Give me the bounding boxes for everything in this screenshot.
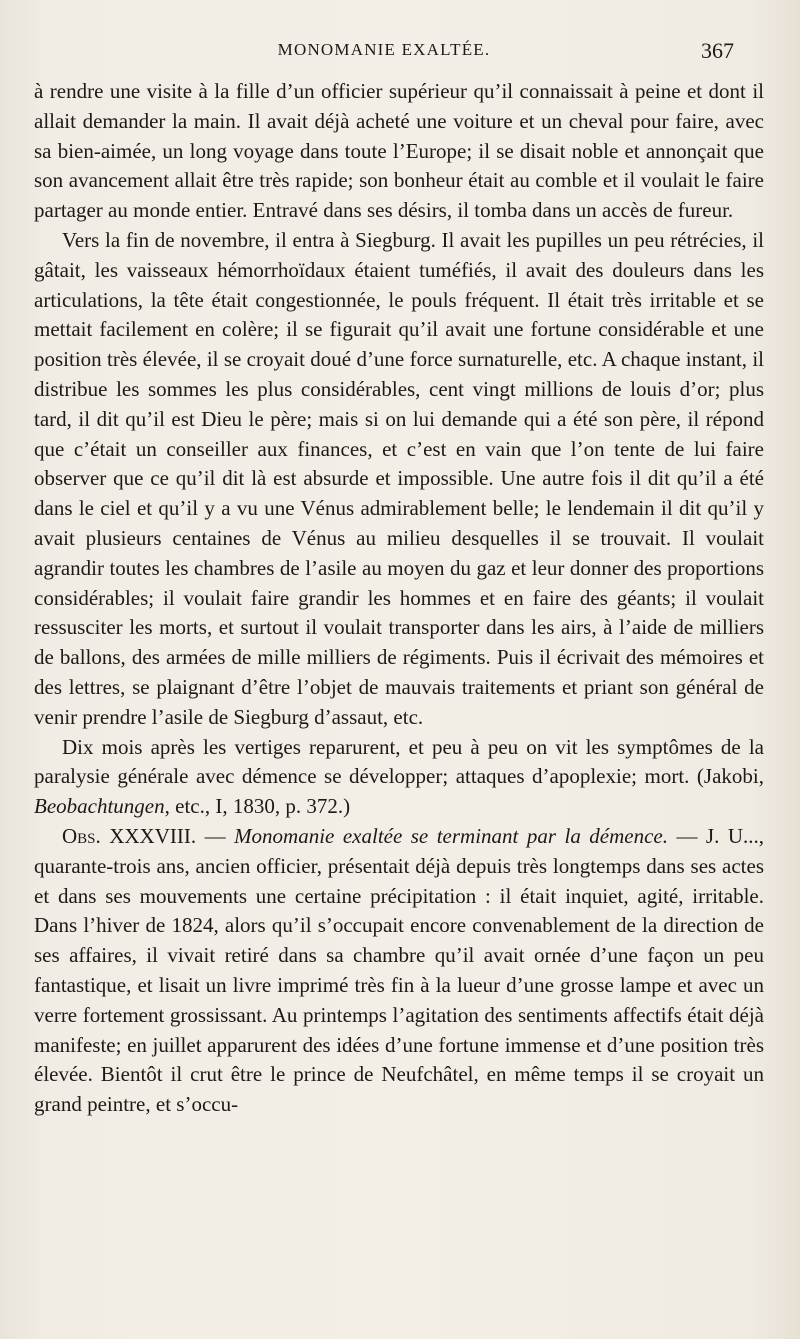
observation-title: Monomanie exaltée se terminant par la démence.: [234, 823, 668, 848]
body-text: [34, 77, 764, 1120]
paragraph-observation: [34, 822, 764, 1120]
paragraph-text: à rendre une visite à la fille d’un officier supérieur qu’il connaissait à peine et dont il allait demander la main. Il avait déjà acheté une voiture et un cheval pour faire, avec sa bien-aimée, un long voyage dans toute l’Europe; il se disait noble et annonçait que son avancement allait être très rapide; son bonheur était au comble et il voulait le faire partager au monde entier. Entravé dans ses désirs, il tomba dans un accès de fureur.: [34, 79, 764, 223]
observation-label: Obs. XXXVIII. —: [62, 823, 226, 848]
paragraph-outcome: [34, 733, 764, 822]
running-title: MONOMANIE EXALTÉE.: [277, 40, 491, 59]
paragraph-text: — J. U..., quarante-trois ans, ancien officier, présentait déjà depuis très longtemps dans ses actes et dans ses mouvements une certaine précipitation : il était inquiet, agité, irritable. Dans l’hiver de 1824, alors qu’il s’occupait encore convenablement de la direction de ses affaires, il vivait retiré dans sa chambre qu’il avait ornée d’une façon un peu fantastique, et lisait un livre imprimé très fin à la lueur d’une grosse lampe et avec un verre fortement grossissant. Au printemps l’agitation des sentiments affectifs était déjà manifeste; en juillet apparurent des idées d’une fortune immense et d’une position très élevée. Bientôt il crut être le prince de Neufchâtel, en même temps il se croyait un grand peintre, et s’occu-: [34, 823, 764, 1117]
paragraph-siegburg: [34, 226, 764, 733]
page-header: [34, 38, 734, 64]
paragraph-text: Dix mois après les vertiges reparurent, et peu à peu on vit les symptômes de la paralysie générale avec démence se développer; attaques d’apoplexie; mort. (Jakobi,: [34, 734, 764, 789]
paragraph-continuation: [34, 77, 764, 226]
citation-title: Beobachtungen: [34, 794, 165, 819]
citation-details: , etc., I, 1830, p. 372.): [164, 794, 351, 819]
paragraph-text: Vers la fin de novembre, il entra à Siegburg. Il avait les pupilles un peu rétrécies, il gâtait, les vaisseaux hémorrhoïdaux étaient tuméfiés, il avait des douleurs dans les articulations, la tête était congestionnée, le pouls fréquent. Il était très irritable et se mettait facilement en colère; il se figurait qu’il avait une fortune considérable et une position très élevée, il se croyait doué d’une force surnaturelle, etc. A chaque instant, il distribue les sommes les plus considérables, cent vingt millions de louis d’or; plus tard, il dit qu’il est Dieu le père; mais si on lui demande qui a été son père, il répond que c’était un conseiller aux finances, et c’est en vain que l’on tente de lui faire observer que ce qu’il dit là est absurde et impossible. Une autre fois il dit qu’il a été dans le ciel et qu’il y a vu une Vénus admirablement belle; le lendemain il dit qu’il y avait plusieurs centaines de Vénus au milieu desquelles il se trouvait. Il voulait agrandir toutes les chambres de l’asile au moyen du gaz et leur donner des proportions considérables; il voulait faire grandir les hommes et en faire des géants; il voulait ressusciter les morts, et surtout il voulait transporter dans les airs, à l’aide de milliers de ballons, des armées de mille milliers de régiments. Puis il écrivait des mémoires et des lettres, se plaignant d’être l’objet de mauvais traitements et priant son général de venir prendre l’asile de Siegburg d’assaut, etc.: [34, 227, 764, 729]
page-number: 367: [701, 38, 734, 63]
